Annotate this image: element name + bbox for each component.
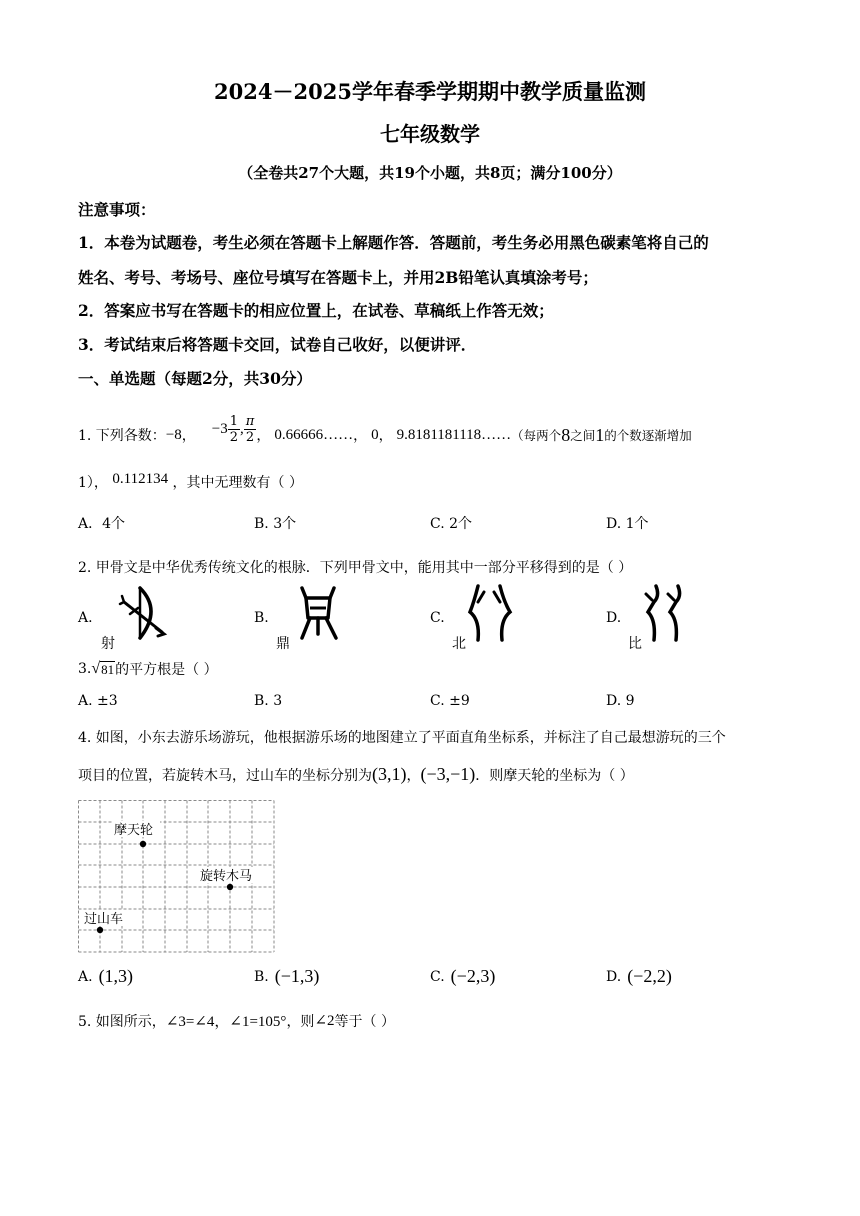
q5-suffix: 等于（ ） <box>334 1013 395 1030</box>
q2-option-a-letter[interactable]: A. <box>78 610 93 626</box>
q1-sep-3: ， <box>353 428 368 444</box>
q2-option-b-letter[interactable]: B. <box>254 610 269 626</box>
q1-number-4: 0.66666…… <box>274 426 354 443</box>
notice-heading: 注意事项： <box>78 200 156 219</box>
q1-sep-4: ， <box>378 428 393 444</box>
q3-suffix: 的平方根是（ ） <box>115 662 218 678</box>
q4-line2-a: 项目的位置，若旋转木马，过山车的坐标分别为 <box>78 767 372 784</box>
q1-number-2-fraction <box>228 414 240 445</box>
q4-option-c-letter: C. <box>430 968 445 985</box>
q1-paren-1: （每两个 <box>511 428 562 443</box>
q1-number-3-fraction <box>244 414 257 445</box>
q1-line2-b: ，其中无理数有（ ） <box>172 475 303 491</box>
q4-option-b-value: (−1,3) <box>274 966 320 986</box>
q1-n2-denominator: 2 <box>229 429 239 445</box>
carousel-label: 旋转木马 <box>200 869 253 884</box>
q1-number-2-int: −3 <box>211 420 228 437</box>
carousel-point <box>227 884 233 890</box>
q4-option-a[interactable] <box>78 966 133 987</box>
q1-comma: , <box>240 420 244 437</box>
q3-option-d[interactable]: D. 9 <box>606 693 635 709</box>
bow-arrow-glyph-icon <box>118 584 168 642</box>
roller-coaster-label: 过山车 <box>84 912 124 927</box>
q3-radicand: 81 <box>101 661 115 677</box>
q5-mid: ，则 <box>286 1013 315 1030</box>
q4-option-c[interactable] <box>430 966 495 987</box>
exam-title: 2024－2025学年春季学期期中教学质量监测 <box>214 79 646 104</box>
q1-option-a[interactable]: A．4个 <box>78 516 126 532</box>
q2-option-c-caption: 北 <box>452 636 466 652</box>
q4-line2-b: ．则摩天轮的坐标为（ ） <box>475 767 634 784</box>
q4-coord-carousel: (3,1) <box>372 764 407 784</box>
notice-item-2: 2．答案应书写在答题卡的相应位置上，在试卷、草稿纸上作答无效； <box>78 301 554 320</box>
question-4-line-2 <box>78 764 634 785</box>
q4-option-b[interactable] <box>254 966 319 987</box>
exam-subject: 七年级数学 <box>380 122 480 146</box>
q1-one: 1 <box>595 424 605 445</box>
q1-paren-3: 的个数逐渐增加 <box>604 428 692 443</box>
q1-option-d[interactable]: D. 1个 <box>606 516 649 532</box>
back-to-back-glyph-icon <box>464 582 516 644</box>
q2-option-a-caption: 射 <box>101 636 115 652</box>
q1-option-c[interactable]: C. 2个 <box>430 516 473 532</box>
q1-n2-numerator: 1 <box>229 413 239 429</box>
q5-target: ∠2 <box>314 1013 335 1029</box>
side-by-side-glyph-icon <box>642 582 692 644</box>
q4-option-a-value: (1,3) <box>98 966 134 986</box>
q1-number-1: −8 <box>165 426 182 443</box>
ferris-wheel-point <box>140 841 146 847</box>
q1-line2-a: 1）， <box>78 475 108 491</box>
q5-prefix: 5. 如图所示， <box>78 1013 166 1030</box>
q4-option-d[interactable] <box>606 966 672 987</box>
notice-item-3: 3．考试结束后将答题卡交回，试卷自己收好，以便讲评． <box>78 335 477 354</box>
q1-sep-2: ， <box>256 428 271 444</box>
q1-option-b[interactable]: B. 3个 <box>254 516 297 532</box>
q3-option-c[interactable]: C. ±9 <box>430 693 470 709</box>
q4-option-a-letter: A. <box>78 968 93 985</box>
q3-option-b[interactable]: B. 3 <box>254 693 283 709</box>
q1-number-5: 0 <box>371 426 379 443</box>
q4-option-b-letter: B. <box>254 968 269 985</box>
q1-eight: 8 <box>561 424 571 445</box>
q1-sep-1: ， <box>181 428 196 444</box>
section-1-heading: 一、单选题（每题2分，共30分） <box>78 369 312 388</box>
roller-coaster-point <box>97 927 103 933</box>
question-1-line-1 <box>78 410 692 460</box>
ferris-wheel-label: 摩天轮 <box>114 823 154 838</box>
q3-sqrt-symbol: √ <box>91 660 101 677</box>
q1-number-7: 0.112134 <box>112 471 169 487</box>
amusement-park-map <box>78 800 275 953</box>
question-4-line-1: 4. 如图，小东去游乐场游玩，他根据游乐场的地图建立了平面直角坐标系，并标注了自己最想游玩的三个 <box>78 730 726 746</box>
question-1-line-2 <box>78 472 303 492</box>
exam-note: （全卷共27个大题，共19个小题，共8页；满分100分） <box>238 164 622 182</box>
q3-option-a[interactable]: A. ±3 <box>78 693 118 709</box>
notice-item-1-line-2: 姓名、考号、考场号、座位号填写在答题卡上，并用2B铅笔认真填涂考号； <box>78 268 598 287</box>
q2-option-c-letter[interactable]: C. <box>430 610 445 626</box>
q4-option-d-letter: D. <box>606 968 622 985</box>
q1-paren-2: 之间 <box>570 428 596 443</box>
q4-option-c-value: (−2,3) <box>450 966 496 986</box>
q4-coord-coaster: (−3,−1) <box>420 764 476 784</box>
q1-n3-numerator: π <box>245 413 255 429</box>
q2-option-b-caption: 鼎 <box>276 636 290 652</box>
q1-prefix: 1. 下列各数： <box>78 428 166 444</box>
tripod-glyph-icon <box>296 584 340 642</box>
q4-mid: ， <box>406 767 421 784</box>
q2-option-d-letter[interactable]: D. <box>606 610 622 626</box>
question-2-stem: 2. 甲骨文是中华优秀传统文化的根脉．下列甲骨文中，能用其中一部分平移得到的是（ ） <box>78 560 633 576</box>
question-5-stem <box>78 1010 395 1031</box>
question-3-stem <box>78 659 218 679</box>
q4-option-d-value: (−2,2) <box>627 966 672 986</box>
q5-condition: ∠3=∠4，∠1=105° <box>165 1014 287 1030</box>
q2-option-d-caption: 比 <box>628 636 642 652</box>
q1-n3-denominator: 2 <box>245 429 255 445</box>
notice-item-1-line-1: 1．本卷为试题卷，考生必须在答题卡上解题作答．答题前，考生务必用黑色碳素笔将自己的 <box>78 233 709 252</box>
q1-number-6: 9.8181181118…… <box>396 426 512 443</box>
q3-prefix: 3. <box>78 661 92 677</box>
